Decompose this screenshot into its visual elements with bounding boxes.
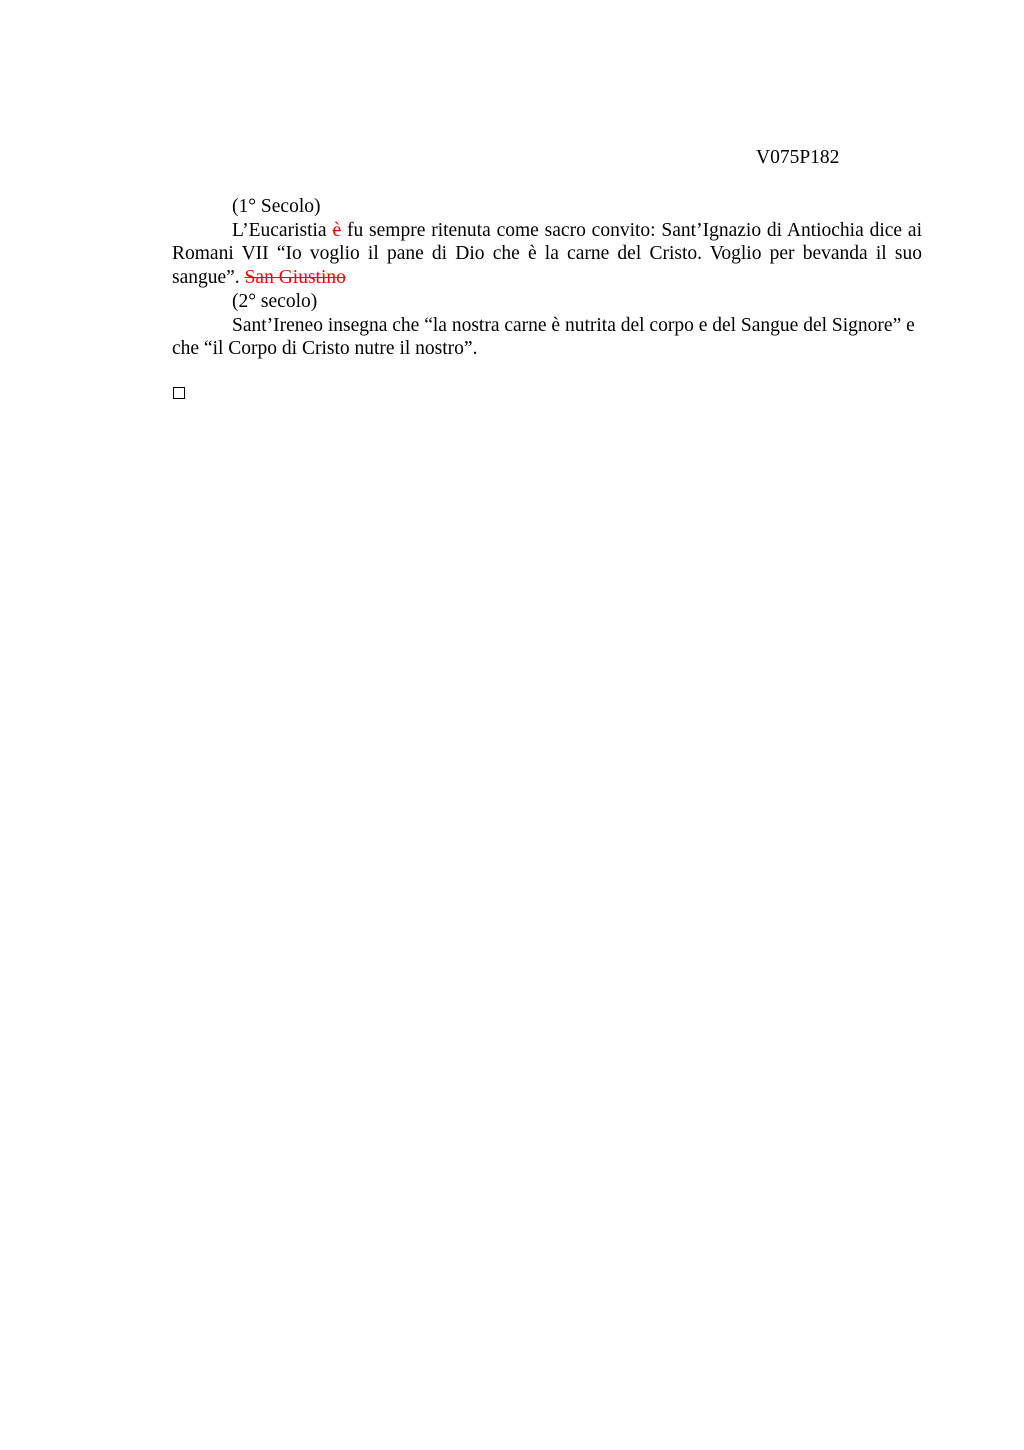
paragraph-eucharist-rest: fu sempre ritenuta come sacro convito: Sant’Ignazio di Antiochia dice ai Romani VII “Io voglio il pane di Dio che è la carne del Cristo. Voglio per bevanda il suo sangue”. bbox=[172, 219, 923, 289]
document-id: V075P182 bbox=[756, 147, 840, 168]
empty-square-icon bbox=[173, 387, 185, 399]
deleted-san-giustino: San Giustino bbox=[244, 267, 346, 289]
century-heading-2: (2° secolo) bbox=[232, 290, 318, 312]
document-body bbox=[172, 195, 922, 361]
paragraph-ireneo: Sant’Ireneo insegna che “la nostra carne è nutrita del corpo e del Sangue del Signore” e che “il Corpo di Cristo nutre il nostro”. bbox=[172, 314, 915, 360]
paragraph-eucharist bbox=[172, 219, 922, 290]
deleted-word: è bbox=[332, 219, 342, 241]
paragraph-eucharist-start: L’Eucaristia bbox=[232, 219, 333, 241]
century-heading-1: (1° Secolo) bbox=[232, 196, 321, 217]
